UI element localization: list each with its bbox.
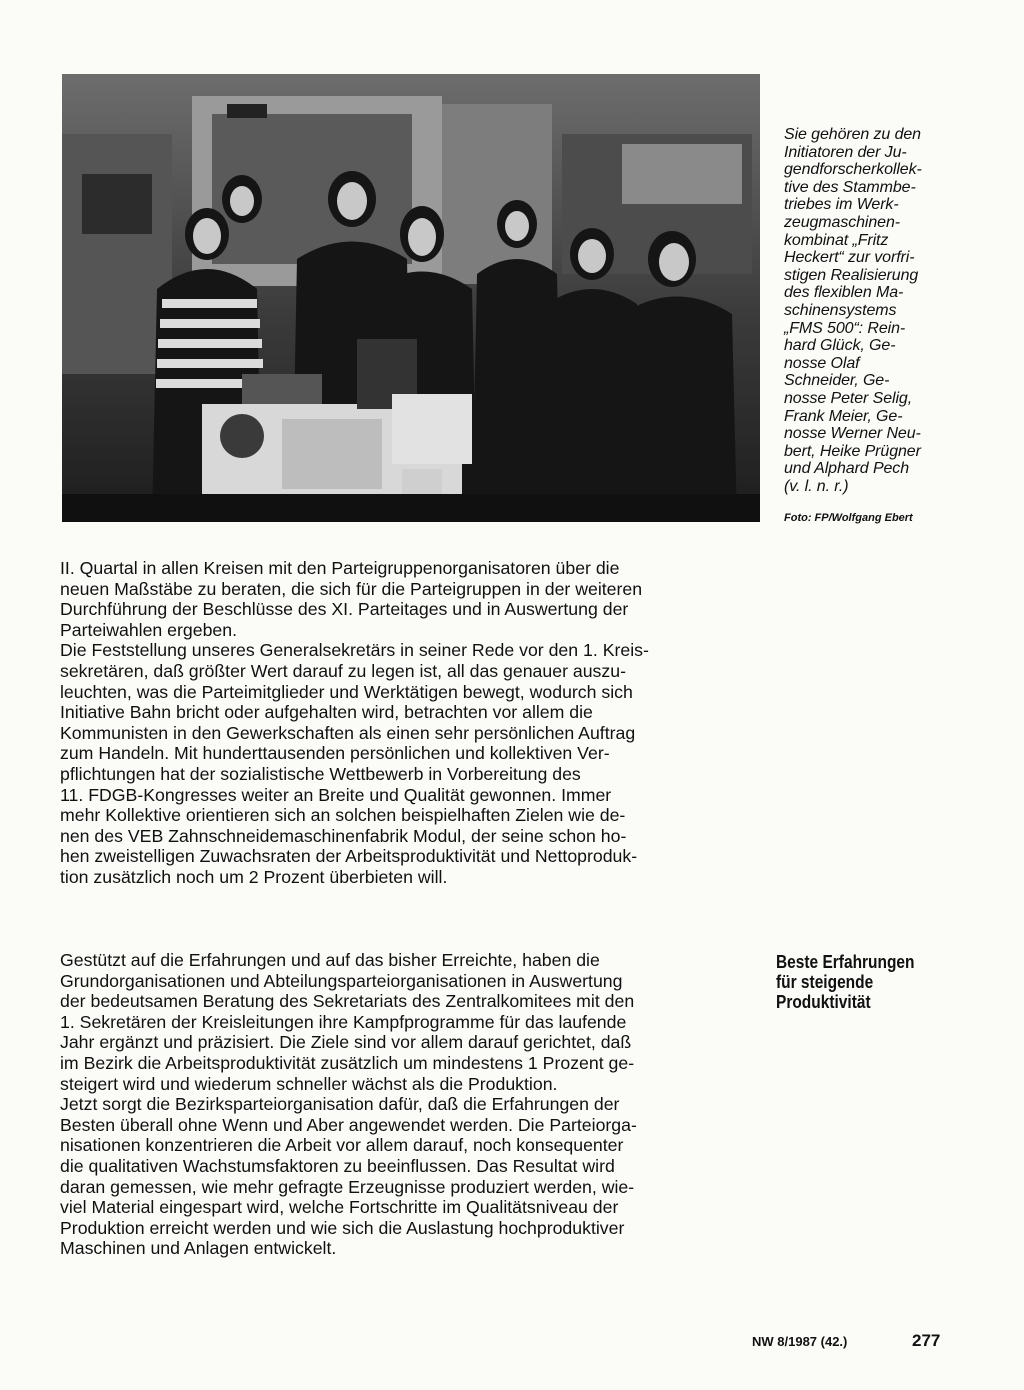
group-photo-icon xyxy=(62,74,760,522)
photo-credit: Foto: FP/Wolfgang Ebert xyxy=(784,512,913,524)
body-paragraph-2: Gestützt auf die Erfahrungen und auf das bisher Erreichte, haben die Grundorganisationen und Abteilungsparteiorganisationen in Auswertung der bedeutsamen Beratung des Sekretariats des Zentralkomitees mit den 1. Sekretären der Kreisleitungen ihre Kampfprogramme für das laufende Jahr ergänzt und präzisiert. Die Ziele sind vor allem darauf gerichtet, daß im Bezirk die Arbeitsproduktivität zusätzlich um mindestens 1 Prozent ge- steigert wird und wiederum schneller wächst als die Produktion. Jetzt sorgt die Bezirksparteiorganisation dafür, daß die Erfahrungen der Besten überall ohne Wenn und Aber angewendet werden. Die Parteiorga- nisationen konzentrieren die Arbeit vor allem darauf, noch konsequenter die qualitativen Wachstumsfaktoren zu beeinflussen. Das Resultat wird daran gemessen, wie mehr gefragte Erzeugnisse produziert werden, wie- viel Material eingespart wird, welche Fortschritte im Qualitätsniveau der Produktion erreicht werden und wie sich die Auslastung hochproduktiver Maschinen und Anlagen entwickelt. xyxy=(60,950,637,1259)
issue-folio: NW 8/1987 (42.) xyxy=(752,1334,848,1349)
side-heading: Beste Erfahrungen für steigende Produktivität xyxy=(776,952,915,1012)
photo-caption: Sie gehören zu den Initiatoren der Ju- gendforscherkollek- tive des Stammbe- triebes im Werk- zeugmaschinen- kombinat „Fritz Heckert“ zur vorfri- stigen Realisierung des flexiblen Ma- schinensystems „FMS 500“: Rein- hard Glück, Ge- nosse Olaf Schneider, Ge- nosse Peter Selig, Frank Meier, Ge- nosse Werner Neu- bert, Heike Prügner und Alphard Pech (v. l. n. r.) xyxy=(784,126,922,495)
page-number: 277 xyxy=(912,1331,941,1350)
body-paragraph-1: II. Quartal in allen Kreisen mit den Parteigruppenorganisatoren über die neuen Maßstäbe zu beraten, die sich für die Parteigruppen in der weiteren Durchführung der Beschlüsse des XI. Parteitages und in Auswertung der Parteiwahlen ergeben. Die Feststellung unseres Generalsekretärs in seiner Rede vor den 1. Kreis- sekretären, daß größter Wert darauf zu legen ist, all das genauer auszu- leuchten, was die Parteimitglieder und Werktätigen bewegt, wodurch sich Initiative Bahn bricht oder aufgehalten wird, betrachten vor allem die Kommunisten in den Gewerkschaften als einen sehr persönlichen Auftrag zum Handeln. Mit hunderttausenden persönlichen und kollektiven Ver- pflichtungen hat der sozialistische Wettbewerb in Vorbereitung des 11. FDGB-Kongresses weiter an Breite und Qualität gewonnen. Immer mehr Kollektive orientieren sich an solchen beispielhaften Zielen wie de- nen des VEB Zahnschneidemaschinenfabrik Modul, der seine schon ho- hen zweistelligen Zuwachsraten der Arbeitsproduktivität und Nettoproduk- tion zusätzlich noch um 2 Prozent überbieten will. xyxy=(60,558,649,887)
group-photo xyxy=(62,74,760,522)
